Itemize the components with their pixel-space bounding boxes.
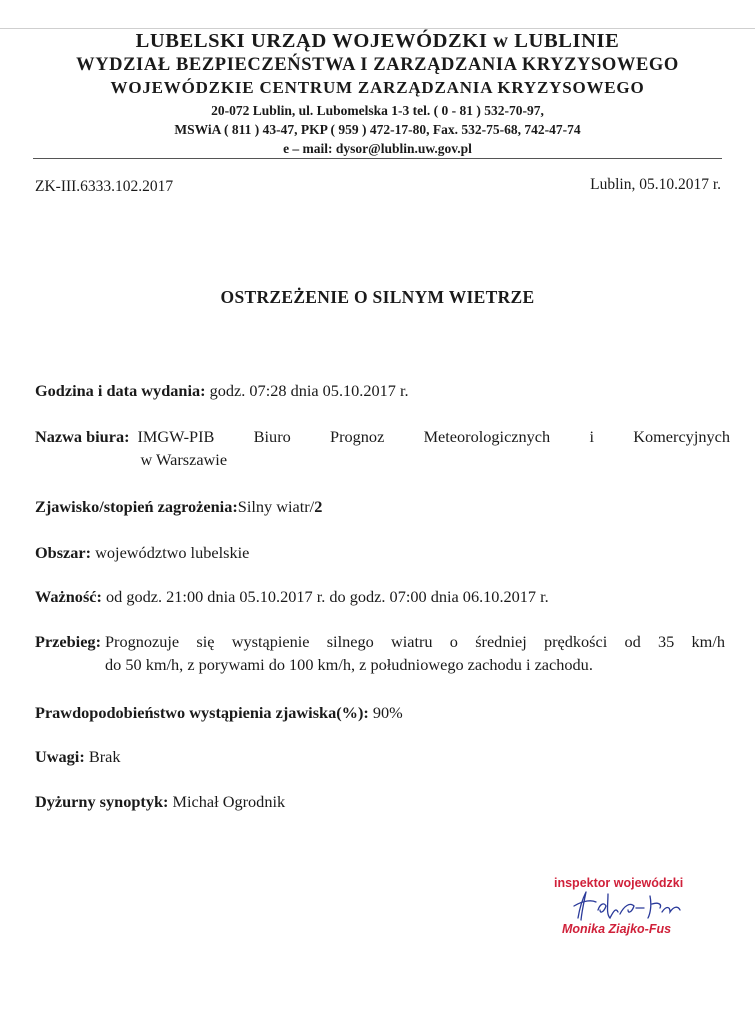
field-course-value <box>101 630 725 676</box>
field-validity <box>35 585 549 608</box>
letterhead-line-office: LUBELSKI URZĄD WOJEWÓDZKI w LUBLINIE <box>135 30 620 52</box>
field-office-label: Nazwa biura: <box>35 427 130 446</box>
field-issue-value: godz. 07:28 dnia 05.10.2017 r. <box>209 381 409 400</box>
field-phenomenon <box>35 495 322 518</box>
field-remarks <box>35 745 120 768</box>
signature-stamp <box>540 872 720 942</box>
field-validity-label: Ważność: <box>35 587 102 606</box>
field-probability <box>35 701 403 724</box>
field-issue <box>35 379 409 402</box>
place-date: Lublin, 05.10.2017 r. <box>590 176 721 193</box>
letterhead-line-center: WOJEWÓDZKIE CENTRUM ZARZĄDZANIA KRYZYSOWEGO <box>110 78 645 97</box>
field-probability-value: 90% <box>372 703 403 722</box>
field-forecaster-value: Michał Ogrodnik <box>172 792 286 811</box>
field-remarks-value: Brak <box>88 747 121 766</box>
letterhead-line-department: WYDZIAŁ BEZPIECZEŃSTWA I ZARZĄDZANIA KRYZYSOWEGO <box>76 55 679 75</box>
field-forecaster-label: Dyżurny synoptyk: <box>35 792 169 811</box>
field-course-value-line1: Prognozuje się wystąpienie silnego wiatru o średniej prędkości od 35 km/h <box>105 632 725 651</box>
field-probability-label: Prawdopodobieństwo wystąpienia zjawiska(%): <box>35 703 369 722</box>
field-area <box>35 541 249 564</box>
field-area-label: Obszar: <box>35 543 92 562</box>
document-title: OSTRZEŻENIE O SILNYM WIETRZE <box>220 287 535 307</box>
field-course-value-line2: do 50 km/h, z porywami do 100 km/h, z południowego zachodu i zachodu. <box>105 655 593 674</box>
field-issue-label: Godzina i data wydania: <box>35 381 206 400</box>
field-phenomenon-value: Silny wiatr/ <box>237 497 315 516</box>
letterhead-line-email: e – mail: dysor@lublin.uw.gov.pl <box>283 141 472 156</box>
field-office-value-line2: w Warszawie <box>140 450 228 469</box>
field-phenomenon-level: 2 <box>314 497 323 516</box>
field-remarks-label: Uwagi: <box>35 747 85 766</box>
reference-number: ZK-III.6333.102.2017 <box>35 178 174 195</box>
field-course <box>35 630 725 676</box>
field-forecaster <box>35 790 285 813</box>
stamp-name: Monika Ziajko-Fus <box>562 922 672 936</box>
field-area-value: województwo lubelskie <box>95 543 250 562</box>
stamp-role: inspektor wojewódzki <box>554 876 684 890</box>
letterhead-line-phones: MSWiA ( 811 ) 43-47, PKP ( 959 ) 472-17-80, Fax. 532-75-68, 742-47-74 <box>174 122 581 137</box>
top-rule <box>0 28 755 29</box>
letterhead-line-address: 20-072 Lublin, ul. Lubomelska 1-3 tel. ( 0 - 81 ) 532-70-97, <box>211 103 544 118</box>
field-office-value <box>130 425 730 471</box>
field-office-value-line1: IMGW-PIB Biuro Prognoz Meteorologicznych i Komercyjnych <box>137 427 730 446</box>
letterhead-divider <box>33 158 722 159</box>
field-validity-value: od godz. 21:00 dnia 05.10.2017 r. do godz. 07:00 dnia 06.10.2017 r. <box>106 587 549 606</box>
field-office <box>35 425 730 471</box>
handwritten-signature <box>570 888 690 924</box>
field-phenomenon-label: Zjawisko/stopień zagrożenia: <box>35 497 238 516</box>
letterhead <box>0 30 755 157</box>
field-course-label: Przebieg: <box>35 632 101 651</box>
